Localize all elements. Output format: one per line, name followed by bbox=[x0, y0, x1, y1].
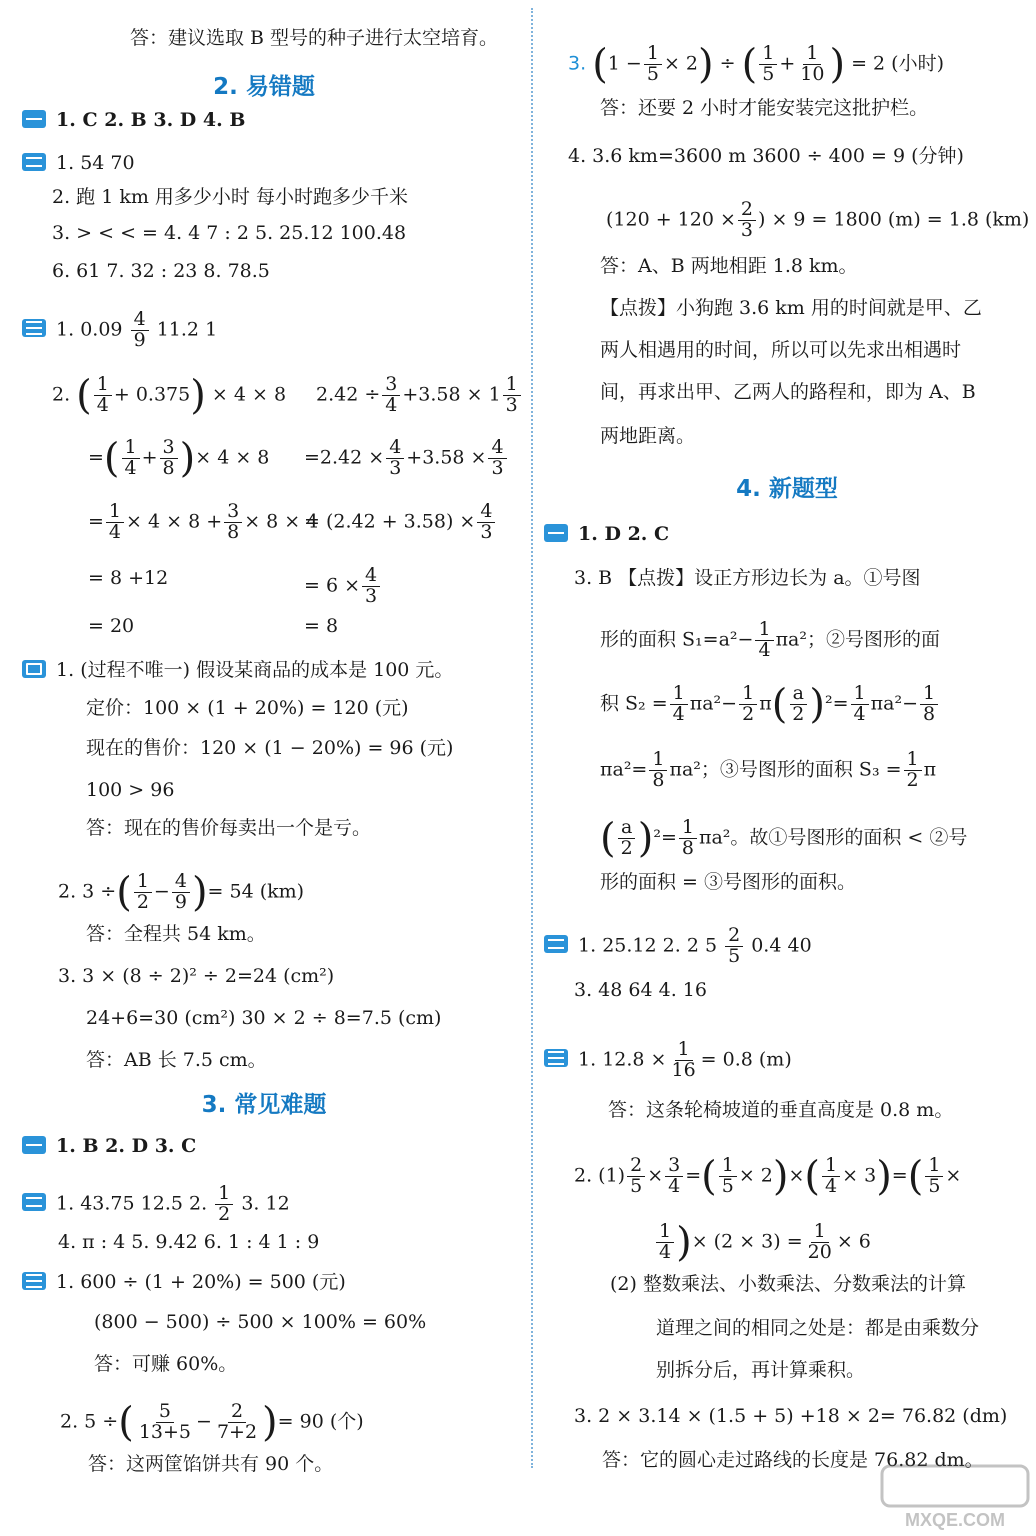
part-3-row: 1. 600 ÷ (1 + 20%) = 500 (元) bbox=[22, 1270, 346, 1294]
text-line: 答：A、B 两地相距 1.8 km。 bbox=[600, 255, 858, 277]
tip-line: 两人相遇用的时间，所以可以先求出相遇时 bbox=[600, 339, 962, 361]
text-line: 答：还要 2 小时才能安装完这批护栏。 bbox=[600, 97, 929, 119]
text-line: 答：现在的售价每卖出一个是亏。 bbox=[86, 817, 372, 839]
part-two-icon bbox=[544, 935, 568, 953]
calc-line: 形的面积 S₁=a²− $\frac{1}{4}$ πa²；②号图形的面 bbox=[600, 618, 940, 661]
text-line: 24+6=30 (cm²) 30 × 2 ÷ 8=7.5 (cm) bbox=[86, 1007, 442, 1029]
calc-line: 2. (1) $\frac{2}{5}$ × $\frac{3}{4}$ =( $\frac{1}{5}$ × 2)×( $\frac{1}{4}$ × 3)=( $\frac{1}{5}$ × bbox=[574, 1153, 962, 1200]
text-line: 别拆分后，再计算乘积。 bbox=[656, 1359, 866, 1381]
text-line: 答：全程共 54 km。 bbox=[86, 923, 266, 945]
text-line: 3. > < < = 4. 4 7 : 2 5. 25.12 100.48 bbox=[52, 222, 407, 244]
section-title-4: 4. 新题型 bbox=[736, 476, 838, 502]
calc-left-5: = 20 bbox=[88, 615, 135, 637]
tip-line: 【点拨】小狗跑 3.6 km 用的时间就是甲、乙 bbox=[600, 297, 982, 319]
text-line: 3. B 【点拨】设正方形边长为 a。①号图 bbox=[574, 567, 921, 589]
calc-left-3: = $\frac{1}{4}$ × 4 × 8 + $\frac{3}{8}$ × 8 × 4 bbox=[88, 500, 319, 543]
part-3-row: 1. 0.09 $\frac{4}{9}$ 11.2 1 bbox=[22, 310, 217, 351]
part-2-row: 1. 54 70 bbox=[22, 151, 135, 175]
part-three-icon bbox=[22, 1272, 46, 1290]
text-line: 定价：100 × (1 + 20%) = 120 (元) bbox=[86, 697, 409, 719]
text-line: 答：它的圆心走过路线的长度是 76.82 dm。 bbox=[602, 1449, 984, 1471]
text-line: 答：可赚 60%。 bbox=[94, 1353, 238, 1375]
calc-line: $\frac{1}{4}$ )× (2 × 3) = $\frac{1}{20}$ × 6 bbox=[654, 1222, 871, 1263]
svg-text:MXQE.COM: MXQE.COM bbox=[904, 1510, 1006, 1530]
text-line: 4. 3.6 km=3600 m 3600 ÷ 400 = 9 (分钟) bbox=[568, 145, 964, 167]
text-line: (2) 整数乘法、小数乘法、分数乘法的计算 bbox=[610, 1273, 966, 1295]
tip-line: 间，再求出甲、乙两人的路程和，即为 A、B bbox=[600, 381, 976, 403]
part-2-row: 1. 43.75 12.5 2. $\frac{1}{2}$ 3. 12 bbox=[22, 1184, 290, 1225]
part-3-row: 1. 12.8 × $\frac{1}{16}$ = 0.8 (m) bbox=[544, 1040, 792, 1081]
text-line: 4. π : 4 5. 9.42 6. 1 : 4 1 : 9 bbox=[58, 1231, 320, 1253]
calc-right-4: = 6 × $\frac{4}{3}$ bbox=[304, 566, 382, 607]
calc-left-4: = 8 +12 bbox=[88, 567, 169, 589]
part-two-icon bbox=[22, 153, 46, 171]
calc-line: 2. 5 ÷( $\frac{5}{13+5}$ − $\frac{2}{7+2}$ )= 90 (个) bbox=[60, 1399, 364, 1446]
calc-left-1: 2. ( $\frac{1}{4}$ + 0.375) × 4 × 8 bbox=[52, 372, 287, 419]
part-one-icon bbox=[22, 110, 46, 128]
tip-line: 两地距离。 bbox=[600, 425, 696, 447]
text-line: 100 > 96 bbox=[86, 779, 175, 801]
calc-line: 积 S₂ = $\frac{1}{4}$ πa²− $\frac{1}{2}$ π( $\frac{a}{2}$ )²= $\frac{1}{4}$ πa²− $\frac{1}{8}$ bbox=[600, 684, 940, 725]
part-two-icon bbox=[22, 1193, 46, 1211]
part-2-row: 1. 25.12 2. 2 5 $\frac{2}{5}$ 0.4 40 bbox=[544, 926, 812, 967]
calc-line: 2. 3 ÷( $\frac{1}{2}$ − $\frac{4}{9}$ )= 54 (km) bbox=[58, 869, 305, 916]
column-divider bbox=[531, 8, 533, 1468]
part-one-icon bbox=[22, 1136, 46, 1154]
calc-right-5: = 8 bbox=[304, 615, 339, 637]
part-three-icon bbox=[22, 319, 46, 337]
text-line: 2. 跑 1 km 用多少小时 每小时跑多少千米 bbox=[52, 186, 408, 208]
text-line: 3. 48 64 4. 16 bbox=[574, 979, 707, 1001]
answer-line: 答：建议选取 B 型号的种子进行太空培育。 bbox=[130, 27, 499, 49]
fraction: $\frac{4}{9}$ bbox=[131, 310, 149, 351]
watermark-logo bbox=[880, 1464, 1030, 1534]
calc-left-2: =( $\frac{1}{4}$ + $\frac{3}{8}$ )× 4 × 8 bbox=[88, 435, 270, 482]
part-1-row: 1. C 2. B 3. D 4. B bbox=[22, 108, 245, 132]
part-1-row: 1. D 2. C bbox=[544, 522, 669, 546]
calc-line: (120 + 120 × $\frac{2}{3}$ ) × 9 = 1800 (m) = 1.8 (km) bbox=[606, 198, 1030, 241]
part-4-row: 1. (过程不唯一) 假设某商品的成本是 100 元。 bbox=[22, 658, 453, 682]
text-line: 3. 3 × (8 ÷ 2)² ÷ 2=24 (cm²) bbox=[58, 965, 335, 987]
text-line: 现在的售价：120 × (1 − 20%) = 96 (元) bbox=[86, 737, 454, 759]
text-line: 6. 61 7. 32 : 23 8. 78.5 bbox=[52, 260, 270, 282]
part-1-row: 1. B 2. D 3. C bbox=[22, 1134, 196, 1158]
text-line: 答：这两筐馅饼共有 90 个。 bbox=[88, 1453, 334, 1475]
section-title-3: 3. 常见难题 bbox=[201, 1092, 327, 1118]
calc-line: 3. (1 − $\frac{1}{5}$ × 2) ÷ ( $\frac{1}{5}$ + $\frac{1}{10}$ ) = 2 (小时) bbox=[568, 41, 945, 88]
text-line: 答：这条轮椅坡道的垂直高度是 0.8 m。 bbox=[608, 1099, 954, 1121]
text-line: 3. 2 × 3.14 × (1.5 + 5) +18 × 2= 76.82 (dm) bbox=[574, 1405, 1008, 1427]
part-four-icon bbox=[22, 660, 46, 678]
text-line: 道理之间的相同之处是：都是由乘数分 bbox=[656, 1317, 980, 1339]
calc-line: πa²= $\frac{1}{8}$ πa²；③号图形的面积 S₃ = $\frac{1}{2}$ π bbox=[600, 748, 937, 791]
text-line: 答：AB 长 7.5 cm。 bbox=[86, 1049, 267, 1071]
calc-right-3: = (2.42 + 3.58) × $\frac{4}{3}$ bbox=[304, 502, 497, 543]
calc-right-1: 2.42 ÷ $\frac{3}{4}$ +3.58 × 1 $\frac{1}{3}$ bbox=[316, 375, 523, 416]
text-line: (800 − 500) ÷ 500 × 100% = 60% bbox=[94, 1311, 427, 1333]
part-three-icon bbox=[544, 1049, 568, 1067]
section-title-2: 2. 易错题 bbox=[213, 74, 315, 100]
calc-line: ( $\frac{a}{2}$ )²= $\frac{1}{8}$ πa²。故①号图形的面积 < ②号 bbox=[600, 815, 968, 862]
part-one-icon bbox=[544, 524, 568, 542]
calc-right-2: =2.42 × $\frac{4}{3}$ +3.58 × $\frac{4}{3}$ bbox=[304, 438, 509, 479]
text-line: 形的面积 = ③号图形的面积。 bbox=[600, 871, 856, 893]
